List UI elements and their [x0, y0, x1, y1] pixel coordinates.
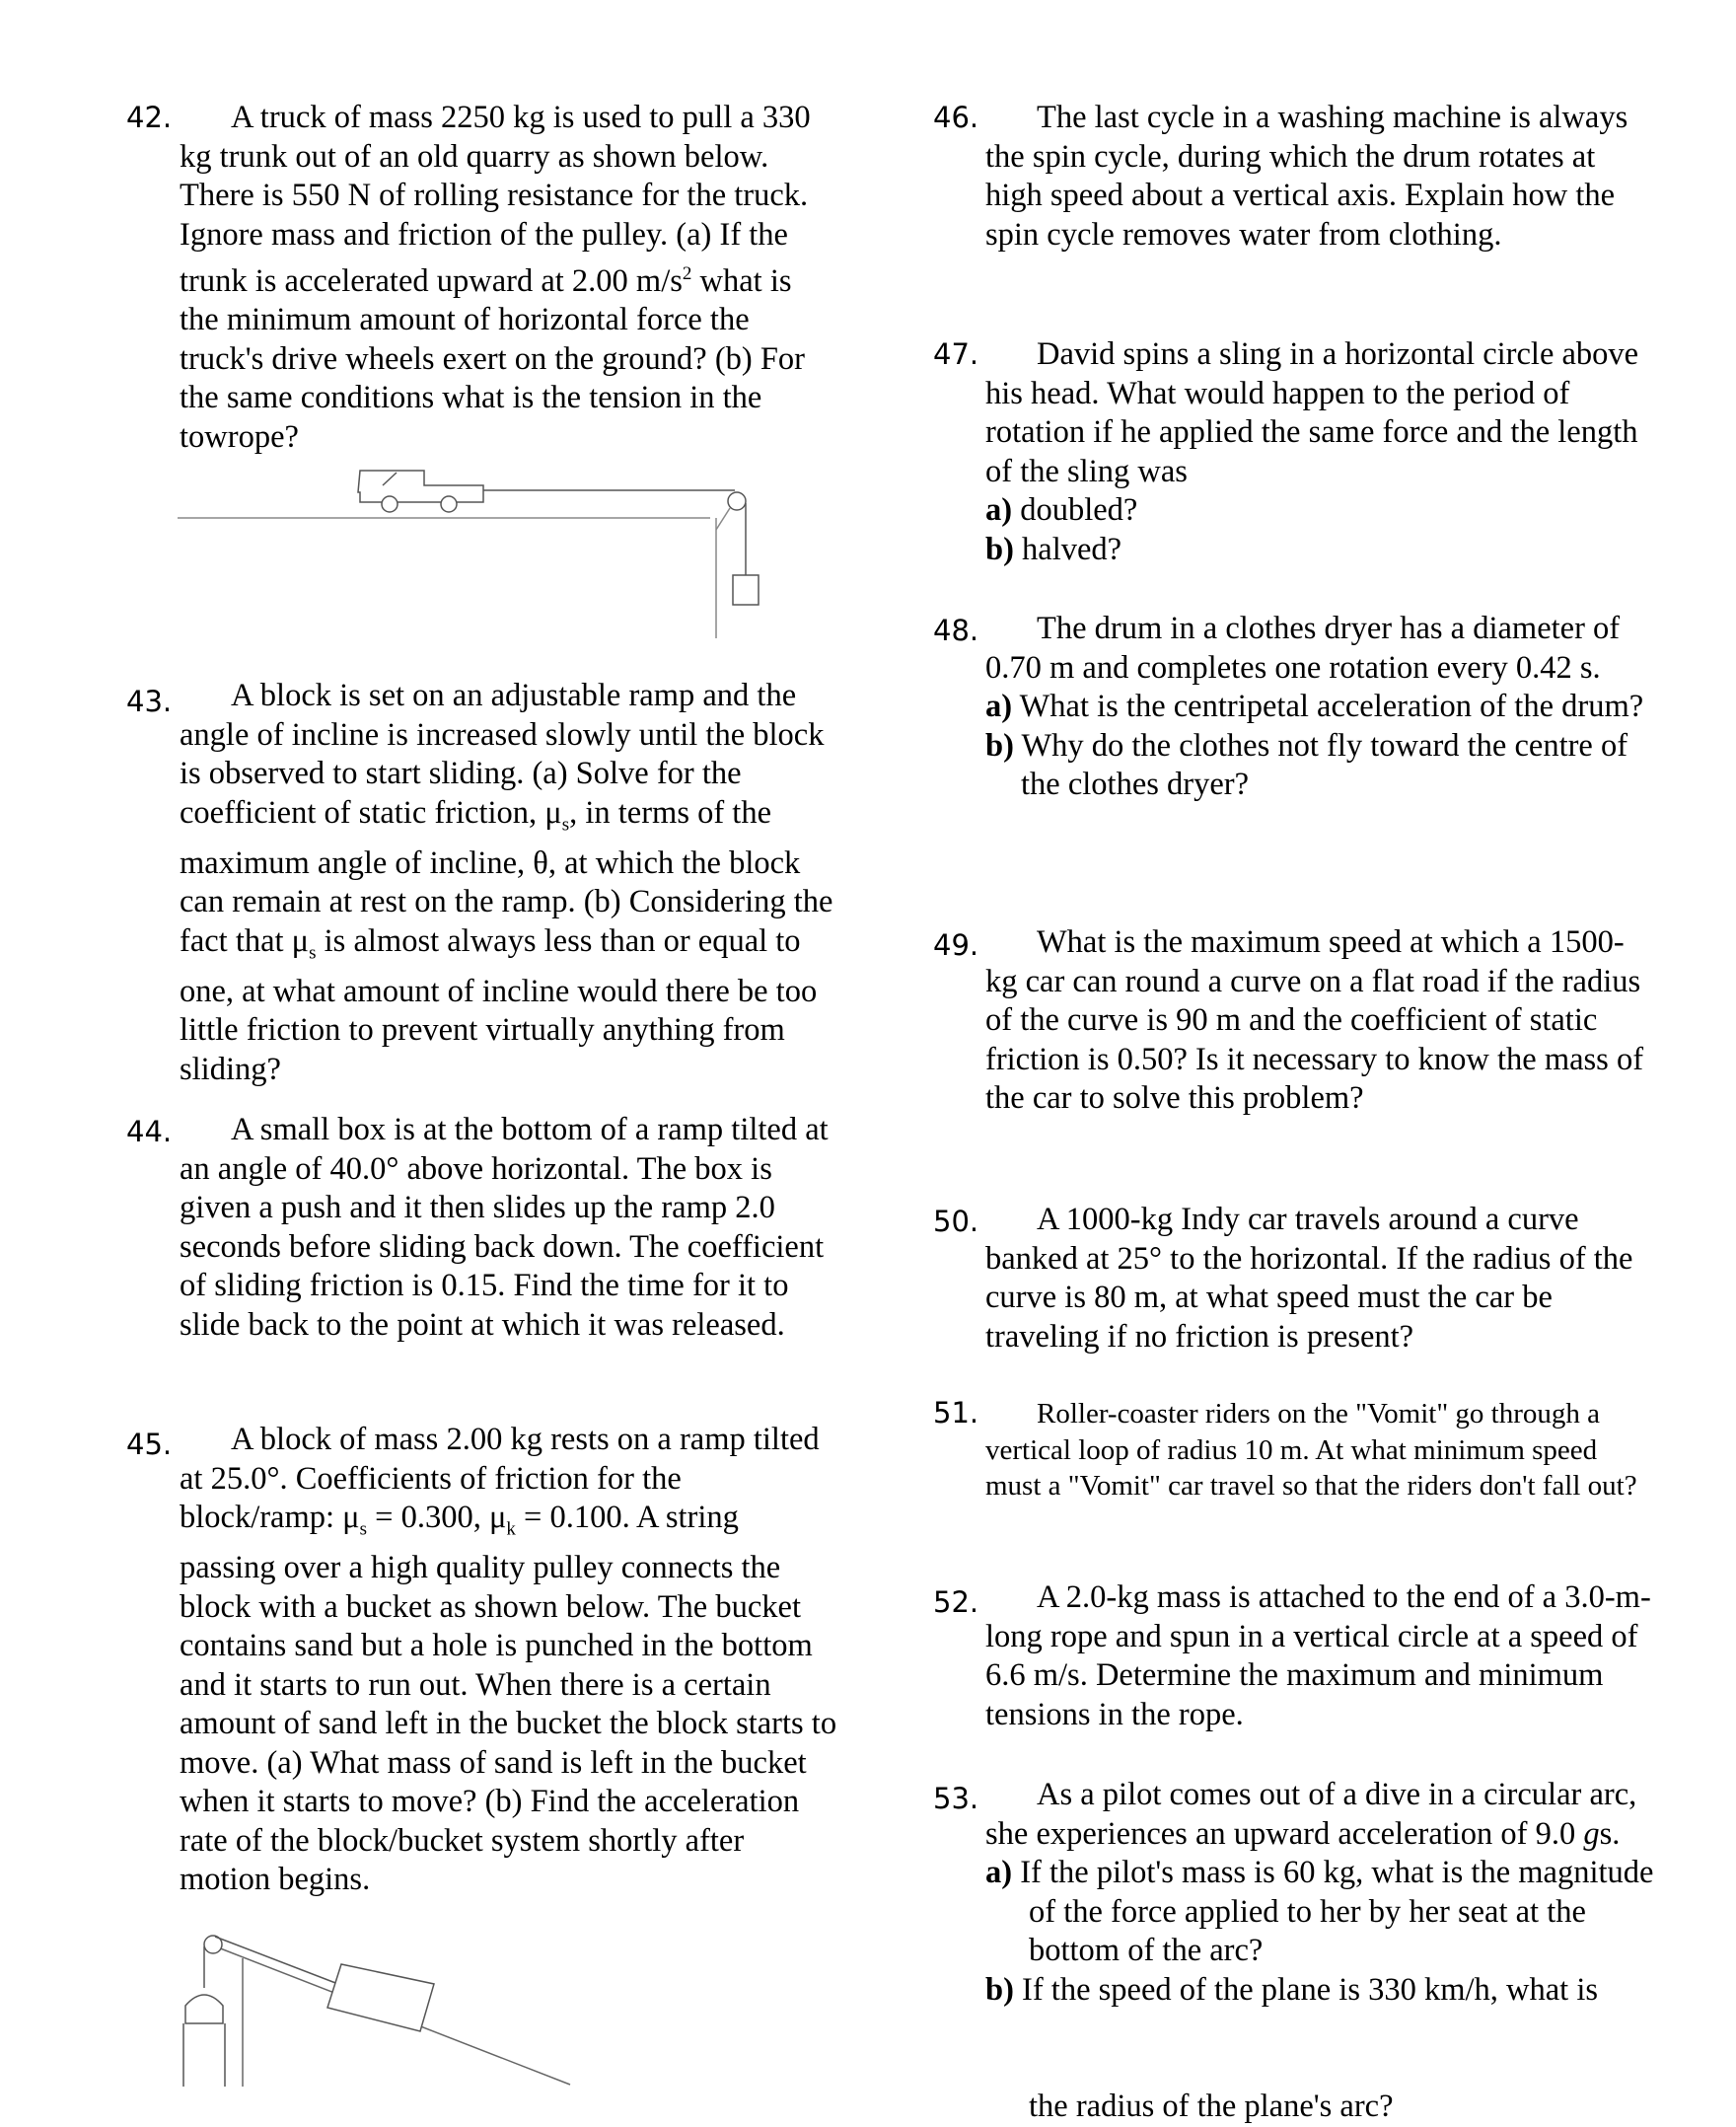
q48-part-b: b) Why do the clothes not fly toward the centre of the clothes dryer? — [985, 727, 1628, 802]
trunk-box — [733, 575, 759, 605]
ramp-bucket-diagram — [176, 1929, 590, 2087]
q49-number: 49. — [933, 928, 979, 962]
bucket — [183, 1995, 225, 2087]
q48-number: 48. — [933, 614, 979, 647]
q47-part-a: a) doubled? — [985, 492, 1138, 528]
q46-number: 46. — [933, 101, 979, 134]
truck-pulley-diagram — [178, 449, 769, 646]
truck-wheel-rear — [382, 496, 398, 512]
q45-number: 45. — [126, 1428, 173, 1461]
q46-text: The last cycle in a washing machine is always the spin cycle, during which the drum rotates at high speed about a vertical axis. Explain how the spin cycle removes water from clothing. — [985, 100, 1628, 253]
q48-text: The drum in a clothes dryer has a diameter of 0.70 m and completes one rotation every 0.42 s. a) What is the centripetal acceleration of the drum? b) Why do the clothes not fly toward the centre of the clothes dryer? — [985, 610, 1656, 805]
q53-cutoff-line: the radius of the plane's arc? — [1029, 2089, 1394, 2124]
q52-number: 52. — [933, 1585, 979, 1619]
q49-text: What is the maximum speed at which a 1500-kg car can round a curve on a flat road if the radius of the curve is 90 m and the coefficient of static friction is 0.50? Is it necessary to know the mass of the car to solve this problem? — [985, 924, 1644, 1116]
q53-number: 53. — [933, 1782, 979, 1815]
truck-body — [358, 471, 483, 502]
q53-part-a: a) If the pilot's mass is 60 kg, what is the magnitude of the force applied to her by her seat at the bottom of the arc? — [985, 1855, 1654, 1968]
truck-wheel-front — [441, 496, 457, 512]
q42-number: 42. — [126, 101, 173, 134]
q53-text: As a pilot comes out of a dive in a circular arc, she experiences an upward acceleration of 9.0 gs. a) If the pilot's mass is 60 kg, what is the magnitude of the force applied to her by her seat at the bottom of the arc? b) If the speed of the plane is 330 km/h, what is — [985, 1776, 1656, 2010]
q47-part-b: b) halved? — [985, 531, 1122, 567]
q43-text: A block is set on an adjustable ramp and the angle of incline is increased slowly until the block is observed to start sliding. (a) Solve for the coefficient of static friction, $\mu_s$, in terms of the maximum angle of incline, θ, at which the block can remain at rest on the ramp. (b) Considering the fact that $\mu_s$ is almost always less than or equal to one, at what amount of incline would there be too little friction to prevent virtually anything from sliding? — [180, 678, 833, 1087]
q42-text: A truck of mass 2250 kg is used to pull a 330 kg trunk out of an old quarry as shown below. There is 550 N of rolling resistance for the truck. Ignore mass and friction of the pulley. (a) If the trunk is accelerated upward at 2.00 $m/s^2$ what is the minimum amount of horizontal force the truck's drive wheels exert on the ground? (b) For the same conditions what is the tension in the towrope? — [180, 100, 811, 455]
pulley — [728, 492, 746, 510]
q52-text: A 2.0-kg mass is attached to the end of a 3.0-m-long rope and spun in a vertical circle at a speed of 6.6 m/s. Determine the maximum and minimum tensions in the rope. — [985, 1579, 1651, 1732]
q50-text: A 1000-kg Indy car travels around a curve banked at 25° to the horizontal. If the radius of the curve is 80 m, at what speed must the car be traveling if no friction is present? — [985, 1202, 1633, 1355]
pulley-support — [716, 508, 730, 530]
q53-part-b: b) If the speed of the plane is 330 km/h, what is — [985, 1971, 1598, 2008]
q47-number: 47. — [933, 337, 979, 371]
block-on-ramp — [327, 1964, 434, 2031]
q44-number: 44. — [126, 1115, 173, 1148]
q43-number: 43. — [126, 685, 173, 718]
q51-text: Roller-coaster riders on the "Vomit" go through a vertical loop of radius 10 m. At what minimum speed must a "Vomit" car travel so that the riders don't fall out? — [985, 1398, 1637, 1502]
string-to-block — [215, 1937, 343, 1986]
q45-text: A block of mass 2.00 kg rests on a ramp tilted at 25.0°. Coefficients of friction for the block/ramp: $\mu_s = 0.300$, $\mu_k = 0.100$. A string passing over a high quality pulley connects the block with a bucket as shown below. The bucket contains sand but a hole is punched in the bottom and it starts to run out. When there is a certain amount of sand left in the bucket the block starts to move. (a) What mass of sand is left in the bucket when it starts to move? (b) Find the acceleration rate of the block/bucket system shortly after motion begins. — [180, 1422, 837, 1897]
q51-number: 51. — [933, 1396, 979, 1430]
q47-text: David spins a sling in a horizontal circle above his head. What would happen to the period of rotation if he applied the same force and the length of the sling was a) doubled? b) halved? — [985, 335, 1656, 569]
q44-text: A small box is at the bottom of a ramp tilted at an angle of 40.0° above horizontal. The box is given a push and it then slides up the ramp 2.0 seconds before sliding back down. The coefficient of sliding friction is 0.15. Find the time for it to slide back to the point at which it was released. — [180, 1112, 829, 1343]
q48-part-a: a) What is the centripetal acceleration of the drum? — [985, 689, 1644, 724]
q50-number: 50. — [933, 1205, 979, 1238]
